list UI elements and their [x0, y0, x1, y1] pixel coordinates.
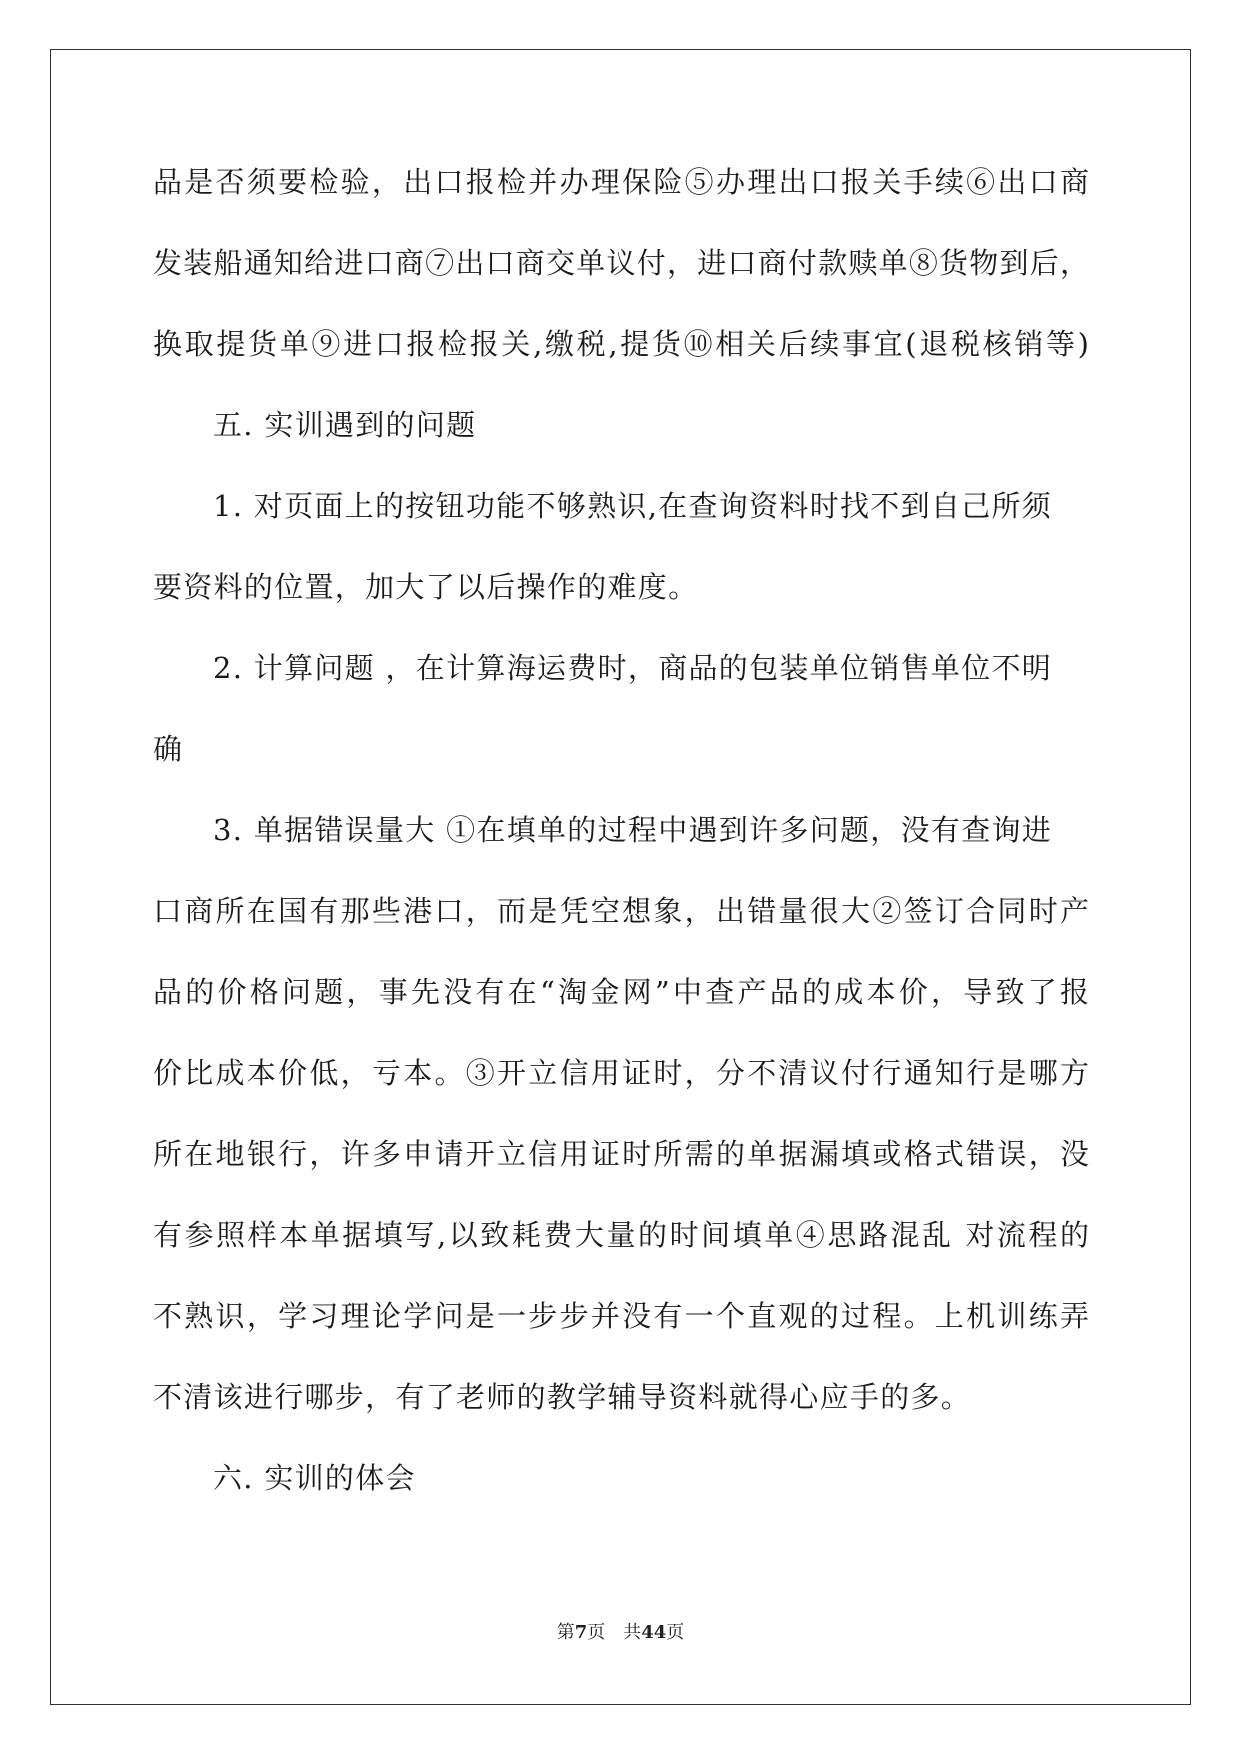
page-mid: 页 共 [587, 1622, 642, 1643]
text-line: 换取提货单⑨进口报检报关,缴税,提货⑩相关后续事宜(退税核销等) [153, 327, 1089, 361]
text-line: 口商所在国有那些港口，而是凭空想象，出错量很大②签订合同时产 [153, 894, 1089, 928]
text-line: 价比成本价低，亏本。③开立信用证时，分不清议付行通知行是哪方 [153, 1056, 1089, 1090]
text-line: 品的价格问题，事先没有在“淘金网”中查产品的成本价，导致了报 [153, 975, 1089, 1009]
text-line: 1. 对页面上的按钮功能不够熟识,在查询资料时找不到自己所须 [213, 489, 1053, 523]
text-line: 确 [153, 732, 184, 766]
text-line: 2. 计算问题 ，在计算海运费时，商品的包装单位销售单位不明 [213, 651, 1053, 685]
text-line: 有参照样本单据填写,以致耗费大量的时间填单④思路混乱 对流程的 [153, 1218, 1089, 1252]
document-body [153, 162, 1089, 1539]
section-heading: 六. 实训的体会 [213, 1461, 416, 1495]
text-line: 不清该进行哪步，有了老师的教学辅导资料就得心应手的多。 [153, 1380, 972, 1414]
text-line: 3. 单据错误量大 ①在填单的过程中遇到许多问题，没有查询进 [213, 813, 1053, 847]
page-total: 44 [641, 1622, 667, 1643]
page-prefix: 第 [556, 1622, 575, 1643]
text-line: 品是否须要检验，出口报检并办理保险⑤办理出口报关手续⑥出口商 [153, 165, 1089, 199]
page-footer [0, 1618, 1241, 1644]
text-line: 不熟识，学习理论学问是一步步并没有一个直观的过程。上机训练弄 [153, 1299, 1089, 1333]
text-line: 所在地银行，许多申请开立信用证时所需的单据漏填或格式错误，没 [153, 1137, 1089, 1171]
section-heading: 五. 实训遇到的问题 [213, 408, 477, 442]
page-suffix: 页 [666, 1622, 685, 1643]
text-line: 要资料的位置，加大了以后操作的难度。 [153, 570, 699, 604]
text-line: 发装船通知给进口商⑦出口商交单议付，进口商付款赎单⑧货物到后， [153, 246, 1089, 280]
page-current: 7 [574, 1622, 588, 1643]
